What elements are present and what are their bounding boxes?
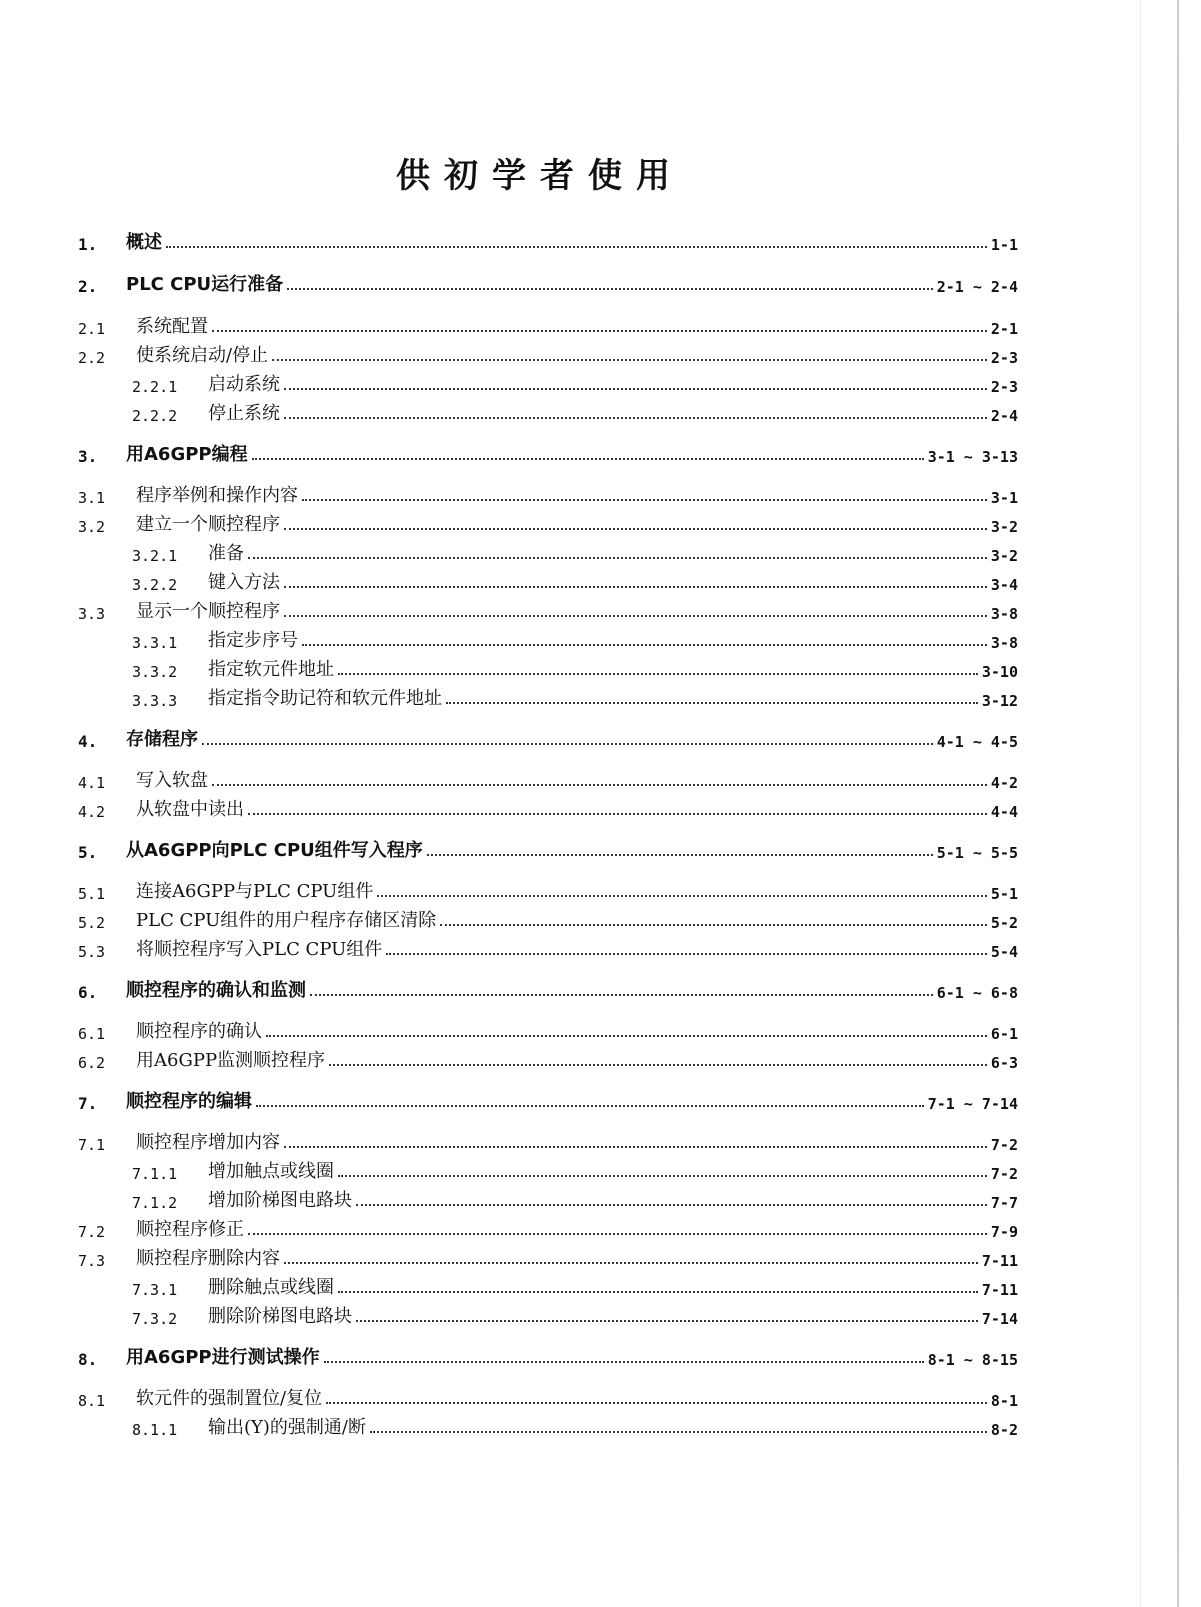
toc-page: 7-14 [981, 1310, 1018, 1328]
toc-label: 指定指令助记符和软元件地址 [208, 688, 442, 709]
toc-entry-3-2-1 [78, 539, 1018, 565]
dot-leader [284, 387, 987, 390]
toc-entry-8-1-1 [78, 1413, 1018, 1439]
toc-number: 5.2 [78, 914, 106, 932]
dot-leader [284, 416, 987, 419]
toc-number: 5. [78, 843, 98, 862]
toc-page: 3-8 [990, 634, 1018, 652]
toc-entry-7-3-1 [78, 1273, 1018, 1299]
toc-number: 3.2.1 [132, 547, 178, 565]
toc-number: 2. [78, 277, 98, 296]
toc-entry-3-1 [78, 481, 1018, 507]
toc-number: 8.1 [78, 1392, 106, 1410]
toc-label: 启动系统 [208, 374, 280, 395]
toc-label: 从A6GPP向PLC CPU组件写入程序 [126, 840, 423, 861]
toc-page: 4-1 ~ 4-5 [936, 733, 1018, 751]
toc-number: 4.1 [78, 774, 106, 792]
toc-entry-3-3-2 [78, 655, 1018, 681]
toc-label: 键入方法 [208, 572, 280, 593]
dot-leader [284, 614, 987, 617]
dot-leader [440, 923, 987, 926]
toc-page: 8-1 [990, 1392, 1018, 1410]
toc-page: 3-2 [990, 518, 1018, 536]
toc-label: 指定软元件地址 [208, 659, 334, 680]
toc-entry-3-3-3 [78, 684, 1018, 710]
toc-number: 5.1 [78, 885, 106, 903]
toc-label: 停止系统 [208, 403, 280, 424]
toc-entry-5-2 [78, 906, 1018, 932]
toc-number: 8. [78, 1350, 98, 1369]
dot-leader [284, 585, 987, 588]
toc-number: 7.2 [78, 1223, 106, 1241]
toc-page: 8-2 [990, 1421, 1018, 1439]
toc-label: 增加阶梯图电路块 [208, 1190, 352, 1211]
toc-number: 6.1 [78, 1025, 106, 1043]
toc-number: 2.1 [78, 320, 106, 338]
toc-page: 7-9 [990, 1223, 1018, 1241]
toc-entry-7-1 [78, 1128, 1018, 1154]
toc-label: 删除触点或线圈 [208, 1277, 334, 1298]
toc-page: 3-10 [981, 663, 1018, 681]
toc-entry-5-3 [78, 935, 1018, 961]
toc-entry-4-2 [78, 795, 1018, 821]
toc-entry-5-1 [78, 877, 1018, 903]
toc-entry-2-2 [78, 341, 1018, 367]
dot-leader [284, 1261, 978, 1264]
toc-entry-2-2-2 [78, 399, 1018, 425]
dot-leader [302, 643, 987, 646]
page-title: 供初学者使用 [396, 156, 684, 196]
toc-entry-2-1 [78, 312, 1018, 338]
toc-entry-3-2-2 [78, 568, 1018, 594]
dot-leader [338, 1290, 978, 1293]
toc-entry-6 [78, 976, 1018, 1002]
toc-label: 顺控程序的确认 [136, 1021, 262, 1042]
toc-label: 增加触点或线圈 [208, 1161, 334, 1182]
toc-label: 显示一个顺控程序 [136, 601, 280, 622]
toc-label: 写入软盘 [136, 770, 208, 791]
toc-entry-5 [78, 836, 1018, 862]
toc-entry-3-3 [78, 597, 1018, 623]
dot-leader [446, 701, 978, 704]
toc-number: 7.1 [78, 1136, 106, 1154]
dot-leader [212, 783, 987, 786]
dot-leader [386, 952, 987, 955]
toc-number: 3.3.1 [132, 634, 178, 652]
toc-label: 软元件的强制置位/复位 [136, 1388, 323, 1409]
toc-page: 3-8 [990, 605, 1018, 623]
dot-leader [248, 1232, 987, 1235]
toc-page: 7-2 [990, 1136, 1018, 1154]
toc-number: 2.2.1 [132, 378, 178, 396]
toc-number: 7. [78, 1094, 98, 1113]
toc-number: 3.2 [78, 518, 106, 536]
toc-page: 7-11 [981, 1281, 1018, 1299]
toc-page: 2-1 [990, 320, 1018, 338]
dot-leader [302, 498, 987, 501]
toc-page: 3-4 [990, 576, 1018, 594]
toc-page: 3-1 ~ 3-13 [927, 448, 1018, 466]
toc-entry-7-3-2 [78, 1302, 1018, 1328]
toc-entry-6-2 [78, 1046, 1018, 1072]
toc-entry-4 [78, 725, 1018, 751]
dot-leader [248, 812, 987, 815]
toc-page: 2-4 [990, 407, 1018, 425]
dot-leader [248, 556, 987, 559]
toc-page: 5-1 ~ 5-5 [936, 844, 1018, 862]
toc-page: 2-1 ~ 2-4 [936, 278, 1018, 296]
toc-entry-1 [78, 228, 1018, 254]
toc-number: 6. [78, 983, 98, 1002]
dot-leader [326, 1401, 987, 1404]
dot-leader [356, 1319, 978, 1322]
toc-number: 2.2.2 [132, 407, 178, 425]
toc-label: 删除阶梯图电路块 [208, 1306, 352, 1327]
dot-leader [166, 245, 987, 248]
toc-label: 顺控程序的编辑 [126, 1091, 252, 1112]
toc-label: 从软盘中读出 [136, 799, 244, 820]
dot-leader [356, 1203, 987, 1206]
toc-entry-6-1 [78, 1017, 1018, 1043]
toc-page: 2-3 [990, 378, 1018, 396]
dot-leader [284, 527, 987, 530]
toc-label: 程序举例和操作内容 [136, 485, 298, 506]
dot-leader [287, 287, 933, 290]
toc-number: 3. [78, 447, 98, 466]
toc-page: 6-3 [990, 1054, 1018, 1072]
toc-label: PLC CPU组件的用户程序存储区清除 [136, 910, 437, 931]
toc-label: 使系统启动/停止 [136, 345, 269, 366]
toc-number: 3.3.3 [132, 692, 178, 710]
toc-number: 4.2 [78, 803, 106, 821]
toc-number: 7.3.2 [132, 1310, 178, 1328]
toc-label: 准备 [208, 543, 244, 564]
toc-page: 3-1 [990, 489, 1018, 507]
dot-leader [427, 853, 933, 856]
toc-label: 系统配置 [136, 316, 208, 337]
toc-page: 3-12 [981, 692, 1018, 710]
dot-leader [338, 1174, 987, 1177]
toc-label: 顺控程序修正 [136, 1219, 244, 1240]
dot-leader [266, 1034, 987, 1037]
dot-leader [212, 329, 987, 332]
toc-page: 4-2 [990, 774, 1018, 792]
toc-label: 顺控程序的确认和监测 [126, 980, 306, 1001]
dot-leader [329, 1063, 987, 1066]
toc-entry-2-2-1 [78, 370, 1018, 396]
toc-number: 3.3 [78, 605, 106, 623]
toc-entry-8-1 [78, 1384, 1018, 1410]
toc-page: 4-4 [990, 803, 1018, 821]
toc-page: 2-3 [990, 349, 1018, 367]
dot-leader [252, 457, 924, 460]
toc-page: 7-7 [990, 1194, 1018, 1212]
toc-page: 5-4 [990, 943, 1018, 961]
dot-leader [310, 993, 933, 996]
dot-leader [338, 672, 978, 675]
toc-label: PLC CPU运行准备 [126, 274, 284, 295]
toc-label: 存储程序 [126, 729, 198, 750]
toc-entry-8 [78, 1343, 1018, 1369]
toc-entry-2 [78, 270, 1018, 296]
toc-entry-3 [78, 440, 1018, 466]
toc-number: 3.3.2 [132, 663, 178, 681]
toc-number: 7.1.1 [132, 1165, 178, 1183]
dot-leader [324, 1360, 924, 1363]
toc-page: 7-11 [981, 1252, 1018, 1270]
dot-leader [256, 1104, 924, 1107]
toc-entry-3-2 [78, 510, 1018, 536]
toc-number: 5.3 [78, 943, 106, 961]
dot-leader [370, 1430, 987, 1433]
toc-label: 用A6GPP监测顺控程序 [136, 1050, 326, 1071]
dot-leader [284, 1145, 987, 1148]
toc-label: 建立一个顺控程序 [136, 514, 280, 535]
toc-label: 用A6GPP进行测试操作 [126, 1347, 320, 1368]
toc-label: 顺控程序增加内容 [136, 1132, 280, 1153]
toc-number: 7.3.1 [132, 1281, 178, 1299]
toc-label: 概述 [126, 232, 162, 253]
toc-page: 8-1 ~ 8-15 [927, 1351, 1018, 1369]
toc-label: 输出(Y)的强制通/断 [208, 1417, 366, 1438]
toc-label: 顺控程序删除内容 [136, 1248, 280, 1269]
dot-leader [377, 894, 987, 897]
toc-page: 5-1 [990, 885, 1018, 903]
toc-number: 3.1 [78, 489, 106, 507]
toc-page: 1-1 [990, 236, 1018, 254]
toc-number: 7.3 [78, 1252, 106, 1270]
toc-page: 7-1 ~ 7-14 [927, 1095, 1018, 1113]
toc-label: 连接A6GPP与PLC CPU组件 [136, 881, 374, 902]
toc-entry-7-1-1 [78, 1157, 1018, 1183]
toc-number: 3.2.2 [132, 576, 178, 594]
toc-entry-3-3-1 [78, 626, 1018, 652]
toc-page: 6-1 [990, 1025, 1018, 1043]
toc-entry-7-1-2 [78, 1186, 1018, 1212]
dot-leader [202, 742, 933, 745]
toc-number: 6.2 [78, 1054, 106, 1072]
dot-leader [272, 358, 987, 361]
toc-label: 将顺控程序写入PLC CPU组件 [136, 939, 383, 960]
toc-entry-4-1 [78, 766, 1018, 792]
toc-entry-7-2 [78, 1215, 1018, 1241]
toc-entry-7-3 [78, 1244, 1018, 1270]
toc-number: 2.2 [78, 349, 106, 367]
toc-page: 7-2 [990, 1165, 1018, 1183]
toc-label: 用A6GPP编程 [126, 444, 248, 465]
toc-number: 8.1.1 [132, 1421, 178, 1439]
toc-number: 4. [78, 732, 98, 751]
toc-page: 3-2 [990, 547, 1018, 565]
scan-edge-line [1177, 0, 1179, 1607]
toc-page: 5-2 [990, 914, 1018, 932]
toc-page: 6-1 ~ 6-8 [936, 984, 1018, 1002]
toc-entry-7 [78, 1087, 1018, 1113]
toc-number: 7.1.2 [132, 1194, 178, 1212]
toc-number: 1. [78, 235, 98, 254]
toc-label: 指定步序号 [208, 630, 298, 651]
scan-edge-faint-line [1140, 0, 1141, 1607]
